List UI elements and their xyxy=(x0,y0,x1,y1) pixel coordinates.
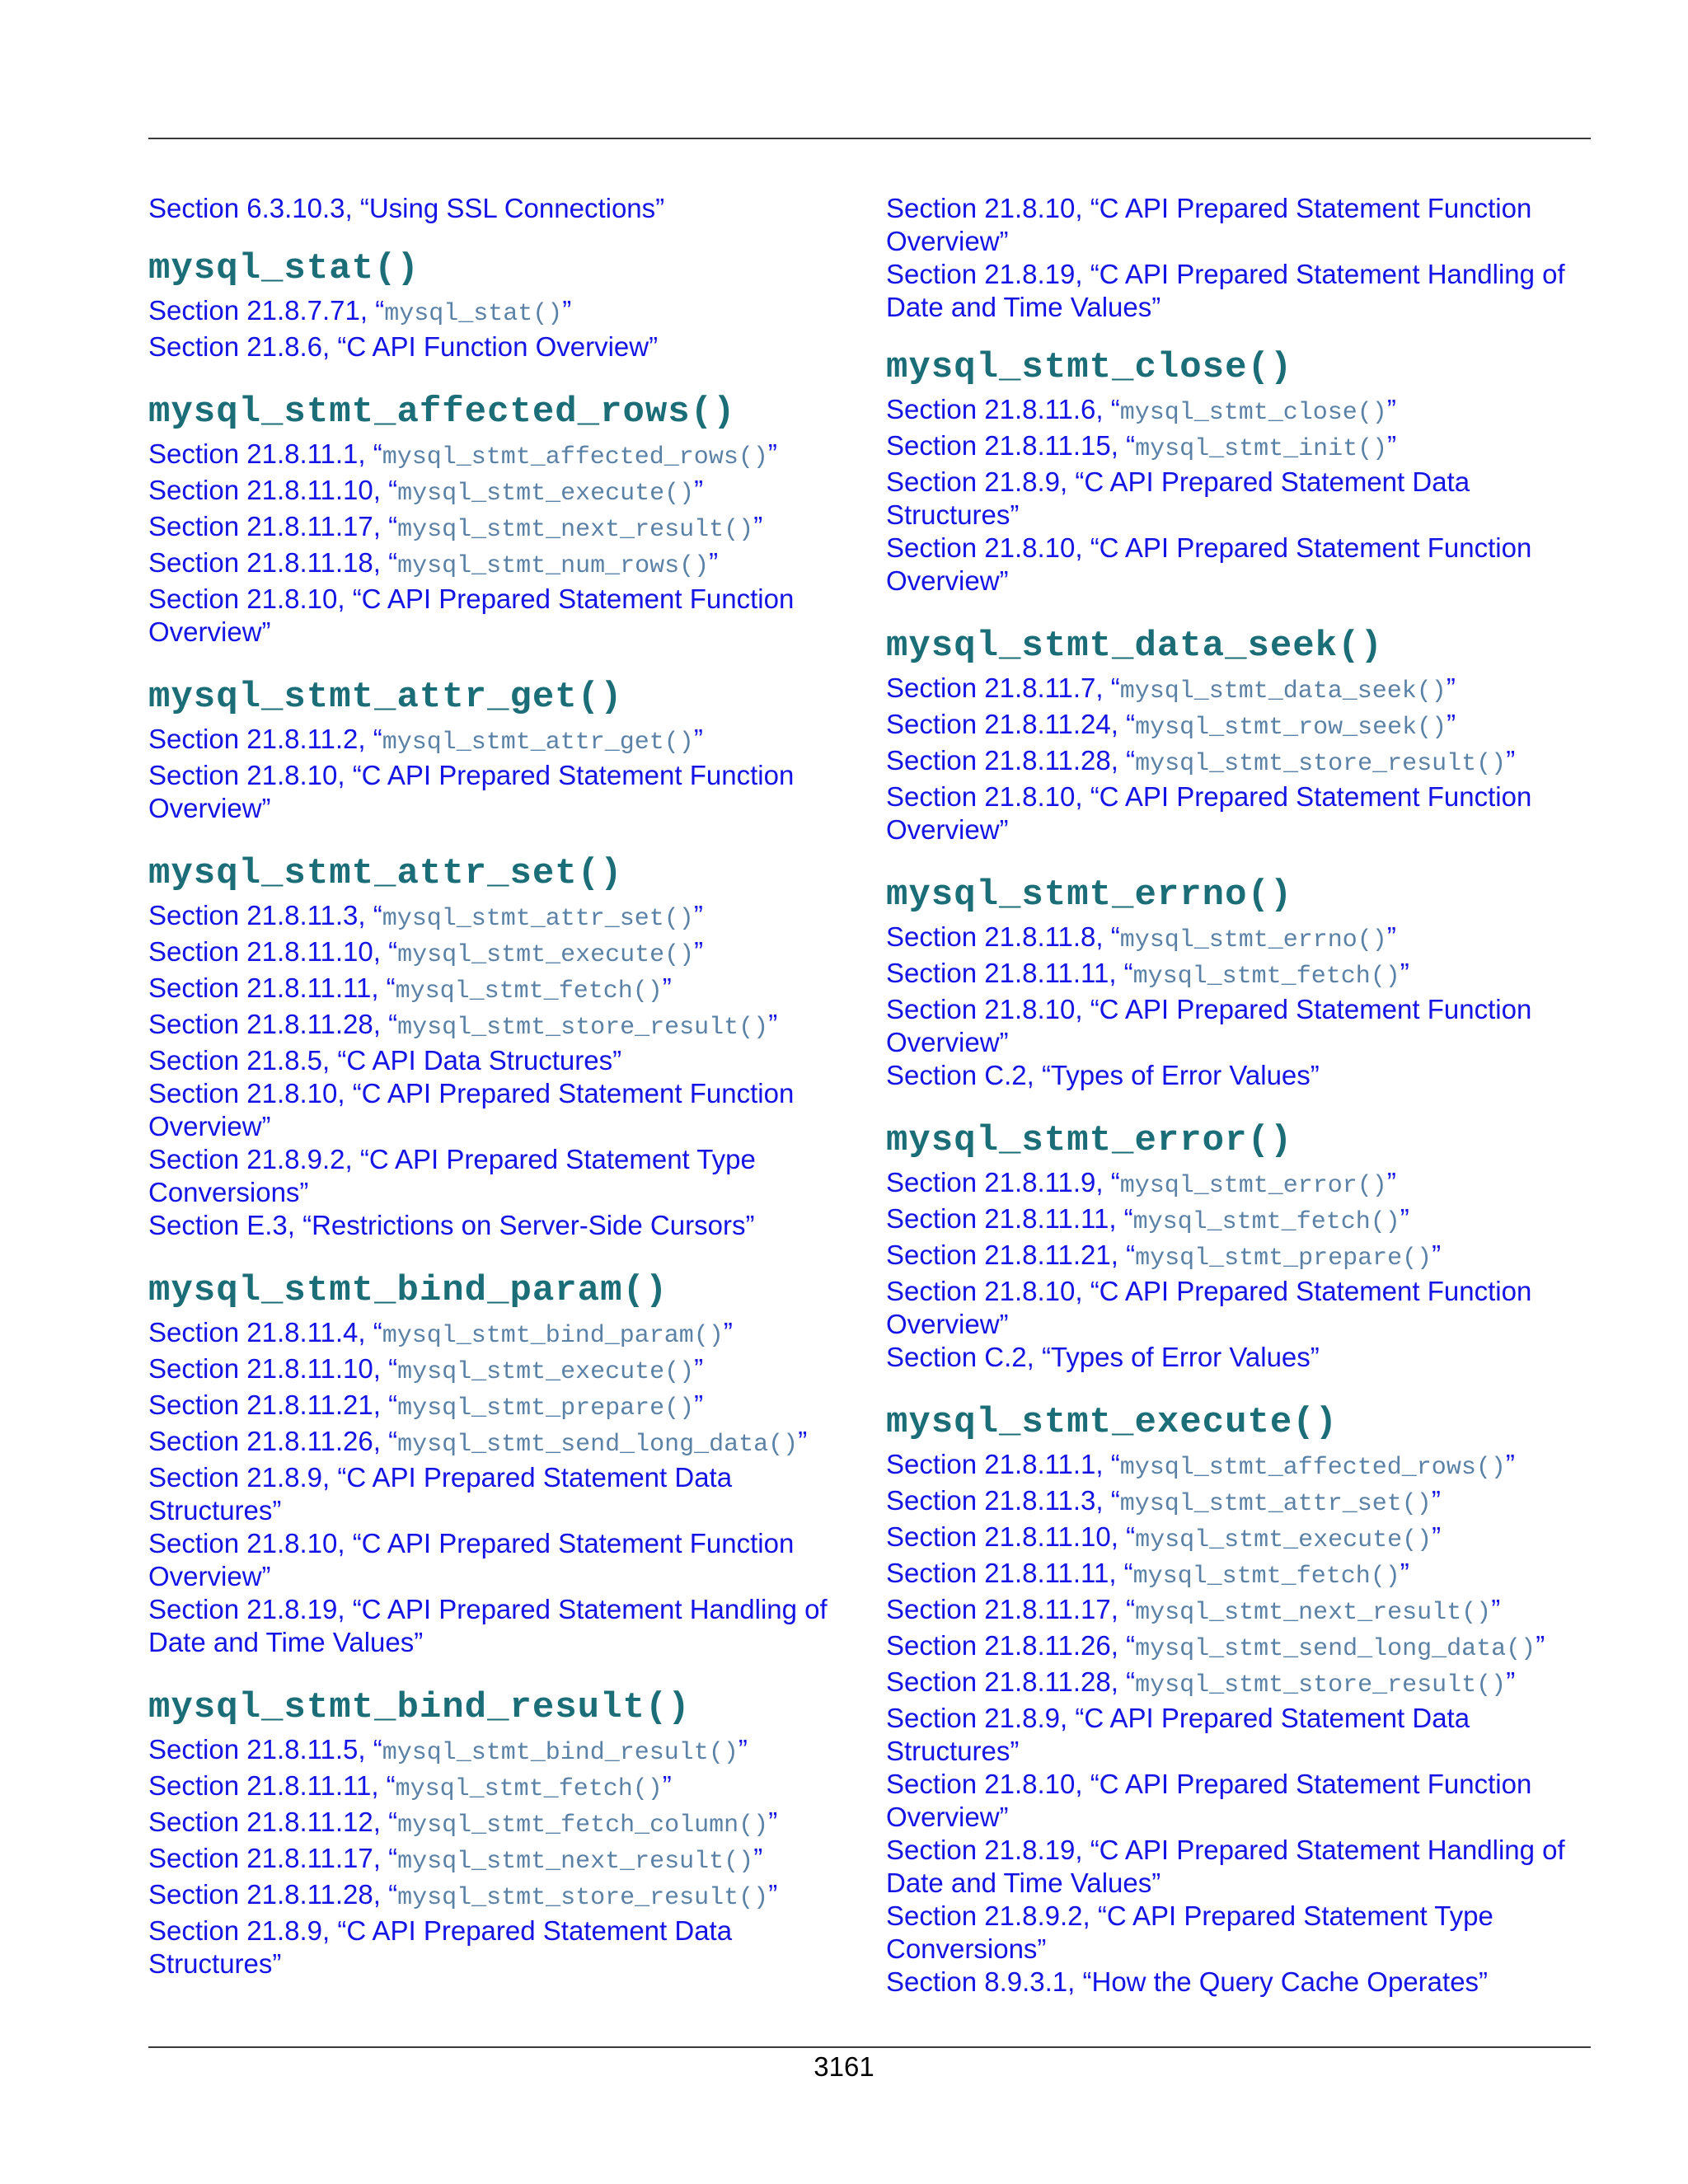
function-name: mysql_stmt_fetch() xyxy=(1132,963,1400,991)
function-name: mysql_stmt_close() xyxy=(1119,399,1387,427)
section-link[interactable] xyxy=(886,994,1531,1057)
section-number: Section 21.8.11.11, xyxy=(886,1558,1124,1588)
section-number: Section 21.8.11.11, xyxy=(148,972,387,1003)
section-title: “C API Prepared Statement Function Overview” xyxy=(148,760,795,823)
function-name: mysql_stmt_affected_rows() xyxy=(382,443,768,471)
index-entry xyxy=(148,1684,857,1980)
section-link[interactable] xyxy=(886,532,1531,596)
section-link[interactable]: Section 21.8.11.17, “mysql_stmt_next_result()” xyxy=(148,1843,763,1876)
section-link[interactable] xyxy=(148,1210,754,1240)
section-number: Section 21.8.11.21, xyxy=(886,1240,1127,1270)
section-number: Section 21.8.10, xyxy=(148,1528,353,1558)
section-number: Section 21.8.11.21, xyxy=(148,1390,389,1420)
section-link[interactable]: Section 21.8.11.3, “mysql_stmt_attr_set()” xyxy=(886,1485,1441,1518)
section-number: Section 21.8.11.17, xyxy=(886,1594,1127,1624)
section-number: Section 21.8.9, xyxy=(148,1462,338,1493)
lead-refs xyxy=(886,192,1595,324)
section-number: Section 21.8.11.28, xyxy=(886,1666,1127,1697)
section-link[interactable]: Section 21.8.11.6, “mysql_stmt_close()” xyxy=(886,394,1396,427)
index-entry xyxy=(148,245,857,363)
section-link[interactable] xyxy=(148,1462,732,1526)
footer-rule xyxy=(148,2046,1591,2048)
left-column xyxy=(148,192,857,2005)
index-entry xyxy=(148,673,857,825)
section-number: Section 21.8.11.26, xyxy=(886,1630,1127,1661)
lead-refs xyxy=(148,192,857,225)
section-link[interactable]: Section 21.8.11.11, “mysql_stmt_fetch()” xyxy=(148,972,672,1005)
section-number: Section 21.8.10, xyxy=(886,1769,1090,1799)
index-entry xyxy=(886,871,1595,1092)
section-link[interactable] xyxy=(886,781,1531,845)
section-link[interactable]: Section 21.8.11.11, “mysql_stmt_fetch()” xyxy=(148,1770,672,1803)
section-number: Section 21.8.19, xyxy=(886,259,1090,289)
section-title: “C API Function Overview” xyxy=(337,331,659,362)
section-title: “C API Prepared Statement Function Overview” xyxy=(148,583,795,647)
section-link[interactable]: Section 21.8.11.26, “mysql_stmt_send_long_data()” xyxy=(886,1630,1545,1663)
section-link[interactable]: Section 21.8.11.8, “mysql_stmt_errno()” xyxy=(886,921,1396,954)
function-name: mysql_stmt_fetch_column() xyxy=(397,1811,769,1840)
index-entry xyxy=(148,850,857,1242)
section-link[interactable]: Section 21.8.11.10, “mysql_stmt_execute()” xyxy=(148,1353,704,1386)
section-link[interactable] xyxy=(148,1144,756,1207)
section-title: “C API Prepared Statement Data Structures” xyxy=(886,1703,1470,1766)
section-link[interactable]: Section 21.8.11.21, “mysql_stmt_prepare()” xyxy=(886,1240,1442,1272)
section-number: Section C.2, xyxy=(886,1342,1042,1372)
section-title: “C API Prepared Statement Function Overview” xyxy=(886,1276,1532,1339)
function-name: mysql_stmt_execute() xyxy=(397,941,695,969)
function-name: mysql_stmt_errno() xyxy=(1119,926,1387,954)
section-number: Section 21.8.10, xyxy=(886,781,1090,812)
section-link[interactable] xyxy=(886,1769,1531,1832)
section-number: Section 21.8.10, xyxy=(886,1276,1090,1306)
section-link[interactable] xyxy=(148,1915,732,1979)
function-heading: mysql_stmt_attr_set() xyxy=(148,853,623,894)
section-number: Section 8.9.3.1, xyxy=(886,1966,1083,1997)
function-name: mysql_stmt_send_long_data() xyxy=(397,1431,799,1459)
function-name: mysql_stmt_bind_result() xyxy=(382,1739,738,1767)
function-name: mysql_stmt_next_result() xyxy=(1135,1599,1492,1627)
section-number: Section 21.8.11.3, xyxy=(886,1485,1111,1516)
section-number: Section 21.8.19, xyxy=(148,1594,353,1624)
index-entry xyxy=(886,622,1595,846)
function-name: mysql_stmt_bind_param() xyxy=(382,1322,724,1350)
section-number: Section 21.8.19, xyxy=(886,1835,1090,1865)
section-title: “C API Prepared Statement Function Overview” xyxy=(886,781,1532,845)
section-number: Section 21.8.11.28, xyxy=(148,1879,389,1910)
section-number: Section 21.8.11.10, xyxy=(148,475,389,505)
section-link[interactable] xyxy=(886,1966,1488,1997)
section-title: “C API Prepared Statement Function Overview” xyxy=(886,193,1532,256)
section-title: “Types of Error Values” xyxy=(1041,1060,1320,1090)
section-title: “C API Prepared Statement Function Overview” xyxy=(148,1078,795,1141)
section-link[interactable] xyxy=(886,193,1531,256)
section-number: Section 21.8.11.17, xyxy=(148,1843,389,1873)
section-title: “C API Prepared Statement Data Structures” xyxy=(886,466,1470,530)
section-title: “C API Prepared Statement Data Structures” xyxy=(148,1915,733,1979)
section-title: “C API Data Structures” xyxy=(337,1045,622,1076)
section-number: Section 21.8.11.10, xyxy=(148,936,389,967)
function-name: mysql_stmt_store_result() xyxy=(1135,750,1507,778)
section-number: Section 21.8.9, xyxy=(886,1703,1076,1733)
section-title: “Types of Error Values” xyxy=(1041,1342,1320,1372)
section-number: Section 21.8.11.7, xyxy=(886,673,1111,703)
section-number: Section 21.8.10, xyxy=(148,583,353,614)
index-entry xyxy=(886,344,1595,598)
section-title: “C API Prepared Statement Function Overview” xyxy=(886,532,1532,596)
section-number: Section 21.8.11.28, xyxy=(148,1009,389,1039)
function-name: mysql_stmt_execute() xyxy=(397,480,695,508)
section-number: Section 21.8.11.18, xyxy=(148,547,389,578)
function-heading: mysql_stmt_data_seek() xyxy=(886,626,1383,667)
function-name: mysql_stmt_execute() xyxy=(397,1358,695,1386)
section-number: Section 21.8.11.17, xyxy=(148,511,389,541)
section-link[interactable]: Section 21.8.11.28, “mysql_stmt_store_result()” xyxy=(148,1009,778,1042)
function-heading: mysql_stmt_close() xyxy=(886,347,1293,388)
section-link[interactable] xyxy=(148,583,794,647)
section-number: Section 21.8.11.1, xyxy=(886,1449,1111,1479)
function-name: mysql_stmt_send_long_data() xyxy=(1135,1635,1536,1663)
section-number: Section 21.8.11.4, xyxy=(148,1317,373,1347)
section-title: “C API Prepared Statement Function Overview” xyxy=(148,1528,795,1591)
section-number: Section 21.8.11.1, xyxy=(148,438,373,469)
section-link[interactable]: Section 21.8.11.28, “mysql_stmt_store_result()” xyxy=(886,745,1516,778)
section-link[interactable] xyxy=(148,760,794,823)
section-number: Section 21.8.11.9, xyxy=(886,1167,1111,1197)
function-name: mysql_stmt_fetch() xyxy=(1132,1563,1400,1591)
section-link[interactable]: Section 21.8.11.4, “mysql_stmt_bind_param()” xyxy=(148,1317,733,1350)
section-link[interactable]: Section 21.8.11.21, “mysql_stmt_prepare()” xyxy=(148,1390,704,1422)
section-number: Section 21.8.9, xyxy=(148,1915,338,1946)
index-entry xyxy=(148,1267,857,1659)
section-link[interactable] xyxy=(886,1900,1493,1964)
section-number: Section 21.8.10, xyxy=(886,193,1090,223)
section-link[interactable]: Section 21.8.11.10, “mysql_stmt_execute()” xyxy=(148,475,704,508)
section-link[interactable]: Section 21.8.11.17, “mysql_stmt_next_result()” xyxy=(886,1594,1501,1627)
section-number: Section 21.8.11.26, xyxy=(148,1426,389,1456)
section-number: Section 21.8.11.8, xyxy=(886,921,1111,952)
function-name: mysql_stmt_fetch() xyxy=(395,977,663,1005)
section-number: Section 21.8.11.12, xyxy=(148,1807,389,1837)
section-link[interactable] xyxy=(886,1342,1320,1372)
section-link[interactable] xyxy=(886,466,1470,530)
section-link[interactable]: Section 21.8.11.11, “mysql_stmt_fetch()” xyxy=(886,1203,1409,1236)
section-title: “Using SSL Connections” xyxy=(359,193,665,223)
section-number: Section 21.8.11.28, xyxy=(886,745,1127,776)
function-name: mysql_stmt_execute() xyxy=(1135,1526,1432,1554)
section-link[interactable] xyxy=(148,331,658,362)
section-number: Section 21.8.11.2, xyxy=(148,724,373,754)
index-entry xyxy=(886,1399,1595,1999)
section-link[interactable]: Section 21.8.11.15, “mysql_stmt_init()” xyxy=(886,430,1397,463)
section-title: “C API Prepared Statement Data Structures” xyxy=(148,1462,733,1526)
section-number: Section 21.8.11.3, xyxy=(148,900,373,930)
section-number: Section 6.3.10.3, xyxy=(148,193,360,223)
section-number: Section 21.8.7.71, xyxy=(148,295,376,326)
function-name: mysql_stmt_prepare() xyxy=(1135,1244,1432,1272)
section-number: Section 21.8.9.2, xyxy=(886,1900,1098,1931)
index-entry xyxy=(148,388,857,649)
page-number: 3161 xyxy=(814,2051,874,2082)
section-title: “Restrictions on Server-Side Cursors” xyxy=(302,1210,755,1240)
function-name: mysql_stmt_next_result() xyxy=(397,1848,754,1876)
section-link[interactable] xyxy=(148,1045,621,1076)
function-name: mysql_stmt_fetch() xyxy=(1132,1208,1400,1236)
section-link[interactable]: Section 21.8.7.71, “mysql_stat()” xyxy=(148,295,572,328)
section-title: “C API Prepared Statement Type Conversions” xyxy=(148,1144,756,1207)
section-link[interactable] xyxy=(886,259,1565,322)
section-link[interactable] xyxy=(148,193,664,223)
function-name: mysql_stmt_init() xyxy=(1135,435,1388,463)
section-number: Section 21.8.11.5, xyxy=(148,1734,373,1765)
section-link[interactable]: Section 21.8.11.28, “mysql_stmt_store_result()” xyxy=(148,1879,778,1912)
section-link[interactable]: Section 21.8.11.1, “mysql_stmt_affected_rows()” xyxy=(148,438,777,471)
section-number: Section 21.8.11.11, xyxy=(148,1770,387,1801)
section-number: Section E.3, xyxy=(148,1210,303,1240)
section-number: Section 21.8.5, xyxy=(148,1045,338,1076)
function-heading: mysql_stmt_bind_result() xyxy=(148,1687,691,1728)
section-number: Section 21.8.10, xyxy=(886,994,1090,1024)
section-link[interactable] xyxy=(886,1276,1531,1339)
section-link[interactable]: Section 21.8.11.11, “mysql_stmt_fetch()” xyxy=(886,1558,1409,1591)
section-link[interactable]: Section 21.8.11.1, “mysql_stmt_affected_rows()” xyxy=(886,1449,1515,1482)
section-link[interactable] xyxy=(148,1594,828,1657)
section-link[interactable] xyxy=(148,1078,794,1141)
section-link[interactable]: Section 21.8.11.3, “mysql_stmt_attr_set()” xyxy=(148,900,703,933)
function-heading: mysql_stmt_error() xyxy=(886,1120,1293,1161)
function-heading: mysql_stmt_execute() xyxy=(886,1402,1339,1443)
function-name: mysql_stmt_attr_get() xyxy=(382,729,694,757)
function-name: mysql_stmt_store_result() xyxy=(397,1014,769,1042)
section-title: “How the Query Cache Operates” xyxy=(1082,1966,1489,1997)
function-name: mysql_stmt_prepare() xyxy=(397,1394,695,1422)
section-number: Section 21.8.10, xyxy=(148,760,353,790)
section-link[interactable]: Section 21.8.11.10, “mysql_stmt_execute()” xyxy=(148,936,704,969)
section-number: Section 21.8.11.10, xyxy=(148,1353,389,1384)
section-link[interactable]: Section 21.8.11.12, “mysql_stmt_fetch_column()” xyxy=(148,1807,778,1840)
section-number: Section 21.8.9, xyxy=(886,466,1076,497)
section-link[interactable]: Section 21.8.11.26, “mysql_stmt_send_long_data()” xyxy=(148,1426,808,1459)
section-link[interactable]: Section 21.8.11.5, “mysql_stmt_bind_result()” xyxy=(148,1734,748,1767)
section-link[interactable]: Section 21.8.11.10, “mysql_stmt_execute()” xyxy=(886,1521,1442,1554)
right-column xyxy=(886,192,1595,2023)
section-link[interactable]: Section 21.8.11.18, “mysql_stmt_num_rows()” xyxy=(148,547,719,580)
function-name: mysql_stmt_error() xyxy=(1119,1172,1387,1200)
function-name: mysql_stmt_affected_rows() xyxy=(1119,1454,1506,1482)
function-name: mysql_stmt_fetch() xyxy=(395,1775,663,1803)
section-link[interactable] xyxy=(886,1703,1470,1766)
function-name: mysql_stmt_data_seek() xyxy=(1119,677,1447,705)
section-number: Section C.2, xyxy=(886,1060,1042,1090)
index-entry xyxy=(886,1117,1595,1374)
section-link[interactable]: Section 21.8.11.2, “mysql_stmt_attr_get()” xyxy=(148,724,703,757)
function-name: mysql_stmt_attr_set() xyxy=(1119,1490,1432,1518)
section-number: Section 21.8.10, xyxy=(886,532,1090,563)
section-number: Section 21.8.11.15, xyxy=(886,430,1127,461)
section-link[interactable]: Section 21.8.11.28, “mysql_stmt_store_result()” xyxy=(886,1666,1516,1699)
section-number: Section 21.8.6, xyxy=(148,331,338,362)
section-link[interactable]: Section 21.8.11.24, “mysql_stmt_row_seek()” xyxy=(886,709,1456,742)
section-title: “C API Prepared Statement Type Conversions” xyxy=(886,1900,1493,1964)
function-name: mysql_stmt_store_result() xyxy=(1135,1671,1507,1699)
section-link[interactable] xyxy=(886,1835,1565,1898)
function-name: mysql_stmt_attr_set() xyxy=(382,905,694,933)
section-title: “C API Prepared Statement Handling of Date and Time Values” xyxy=(148,1594,828,1657)
section-number: Section 21.8.11.6, xyxy=(886,394,1111,424)
function-name: mysql_stat() xyxy=(384,300,563,328)
section-link[interactable] xyxy=(886,1060,1320,1090)
function-heading: mysql_stmt_attr_get() xyxy=(148,677,623,718)
function-name: mysql_stmt_row_seek() xyxy=(1135,714,1447,742)
function-heading: mysql_stat() xyxy=(148,248,420,289)
section-title: “C API Prepared Statement Handling of Date and Time Values” xyxy=(886,259,1565,322)
section-title: “C API Prepared Statement Function Overview” xyxy=(886,994,1532,1057)
section-number: Section 21.8.11.24, xyxy=(886,709,1127,739)
section-link[interactable]: Section 21.8.11.17, “mysql_stmt_next_result()” xyxy=(148,511,763,544)
section-title: “C API Prepared Statement Function Overview” xyxy=(886,1769,1532,1832)
section-link[interactable]: Section 21.8.11.7, “mysql_stmt_data_seek()” xyxy=(886,673,1456,705)
function-name: mysql_stmt_next_result() xyxy=(397,516,754,544)
section-number: Section 21.8.11.11, xyxy=(886,958,1124,988)
section-number: Section 21.8.10, xyxy=(148,1078,353,1108)
section-number: Section 21.8.11.11, xyxy=(886,1203,1124,1234)
function-name: mysql_stmt_num_rows() xyxy=(397,552,710,580)
section-link[interactable]: Section 21.8.11.11, “mysql_stmt_fetch()” xyxy=(886,958,1409,991)
header-rule xyxy=(148,138,1591,139)
section-title: “C API Prepared Statement Handling of Date and Time Values” xyxy=(886,1835,1565,1898)
function-heading: mysql_stmt_errno() xyxy=(886,874,1293,916)
section-number: Section 21.8.9.2, xyxy=(148,1144,360,1174)
section-link[interactable] xyxy=(148,1528,794,1591)
function-heading: mysql_stmt_affected_rows() xyxy=(148,391,736,433)
function-name: mysql_stmt_store_result() xyxy=(397,1884,769,1912)
section-link[interactable]: Section 21.8.11.9, “mysql_stmt_error()” xyxy=(886,1167,1396,1200)
section-number: Section 21.8.11.10, xyxy=(886,1521,1127,1552)
function-heading: mysql_stmt_bind_param() xyxy=(148,1270,668,1311)
